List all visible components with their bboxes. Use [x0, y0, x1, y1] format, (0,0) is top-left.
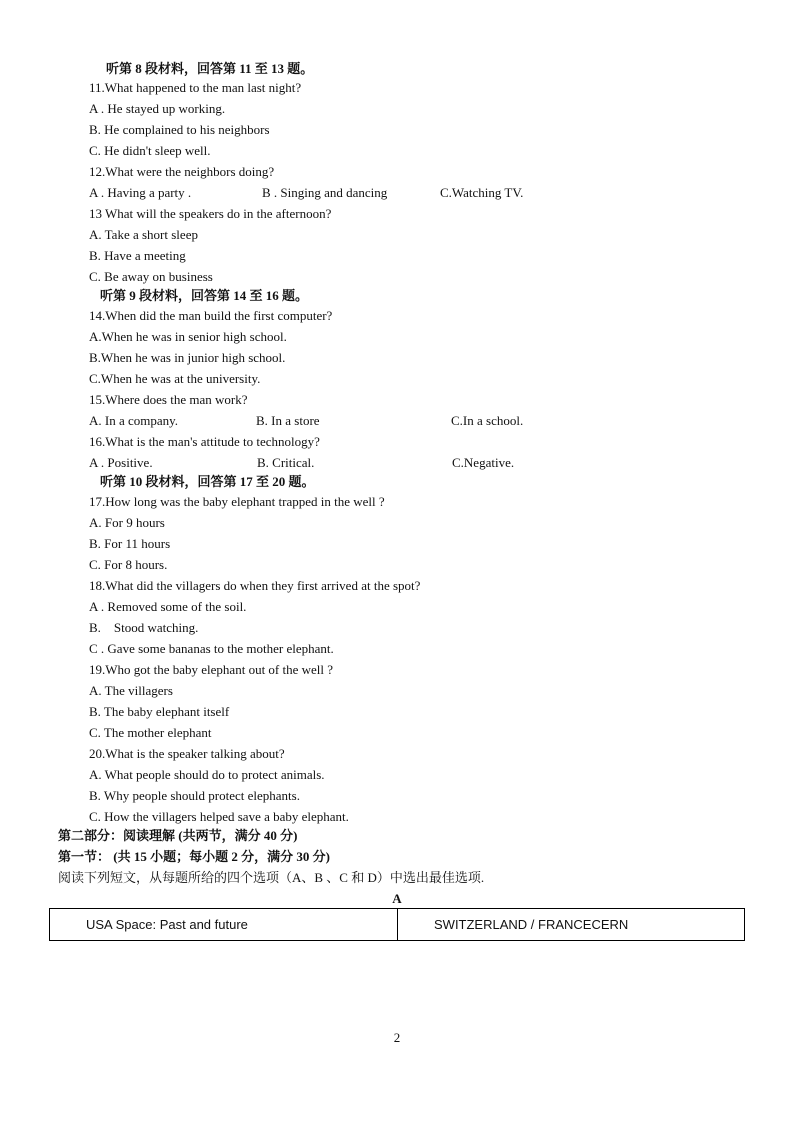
question-16-option-a: A . Positive. — [89, 455, 153, 470]
question-12-options — [89, 185, 689, 201]
question-13-option-a: A. Take a short sleep — [89, 227, 198, 242]
question-18-stem: 18.What did the villagers do when they first arrived at the spot? — [89, 578, 421, 593]
question-16-options — [89, 455, 689, 471]
question-12-stem: 12.What were the neighbors doing? — [89, 164, 275, 179]
question-19-option-c: C. The mother elephant — [89, 725, 212, 740]
part-2-section-1-title: 第一节： (共 15 小题；每小题 2 分，满分 30 分) — [58, 849, 330, 864]
question-19-option-a: A. The villagers — [89, 683, 173, 698]
question-17-option-a: A. For 9 hours — [89, 515, 165, 530]
section-10-header: 听第 10 段材料，回答第 17 至 20 题。 — [100, 474, 315, 489]
question-15-option-a: A. In a company. — [89, 413, 179, 428]
question-18-option-c: C . Gave some bananas to the mother elephant. — [89, 641, 334, 656]
question-16-option-c: C.Negative. — [452, 455, 515, 470]
question-12-option-c: C.Watching TV. — [440, 185, 524, 200]
reading-instructions: 阅读下列短文，从每题所给的四个选项（A、B 、C 和 D）中选出最佳选项. — [58, 870, 485, 885]
question-14-option-c: C.When he was at the university. — [89, 371, 261, 386]
question-15-stem: 15.Where does the man work? — [89, 392, 248, 407]
question-11-option-a: A . He stayed up working. — [89, 101, 226, 116]
question-14-stem: 14.When did the man build the first computer? — [89, 308, 333, 323]
table-row — [50, 909, 745, 941]
question-17-option-c: C. For 8 hours. — [89, 557, 168, 572]
question-13-option-c: C. Be away on business — [89, 269, 213, 284]
question-15-option-b: B. In a store — [256, 413, 320, 428]
page-number: 2 — [393, 1030, 401, 1045]
question-14-option-b: B.When he was in junior high school. — [89, 350, 286, 365]
question-15-options — [89, 413, 689, 429]
question-19-option-b: B. The baby elephant itself — [89, 704, 230, 719]
question-19-stem: 19.Who got the baby elephant out of the well ? — [89, 662, 334, 677]
part-2-title: 第二部分：阅读理解 (共两节，满分 40 分) — [58, 828, 298, 843]
question-17-stem: 17.How long was the baby elephant trapped in the well ? — [89, 494, 385, 509]
question-14-option-a: A.When he was in senior high school. — [89, 329, 287, 344]
passage-label: A — [392, 891, 402, 906]
question-11-stem: 11.What happened to the man last night? — [89, 80, 302, 95]
question-20-stem: 20.What is the speaker talking about? — [89, 746, 285, 761]
table-cell-left: USA Space: Past and future — [50, 909, 398, 941]
passage-table — [49, 908, 745, 941]
question-20-option-c: C. How the villagers helped save a baby elephant. — [89, 809, 349, 824]
question-18-option-b: B. Stood watching. — [89, 620, 199, 635]
table-cell-right: SWITZERLAND / FRANCECERN — [398, 909, 745, 941]
question-13-option-b: B. Have a meeting — [89, 248, 186, 263]
question-20-option-b: B. Why people should protect elephants. — [89, 788, 300, 803]
question-11-option-b: B. He complained to his neighbors — [89, 122, 270, 137]
question-15-option-c: C.In a school. — [451, 413, 524, 428]
question-16-stem: 16.What is the man's attitude to technology? — [89, 434, 320, 449]
question-12-option-b: B . Singing and dancing — [262, 185, 388, 200]
section-8-header: 听第 8 段材料，回答第 11 至 13 题。 — [106, 61, 314, 76]
section-9-header: 听第 9 段材料，回答第 14 至 16 题。 — [100, 288, 309, 303]
question-13-stem: 13 What will the speakers do in the afternoon? — [89, 206, 332, 221]
question-17-option-b: B. For 11 hours — [89, 536, 171, 551]
question-12-option-a: A . Having a party . — [89, 185, 192, 200]
question-18-option-a: A . Removed some of the soil. — [89, 599, 247, 614]
question-20-option-a: A. What people should do to protect animals. — [89, 767, 325, 782]
question-11-option-c: C. He didn't sleep well. — [89, 143, 211, 158]
question-16-option-b: B. Critical. — [257, 455, 315, 470]
